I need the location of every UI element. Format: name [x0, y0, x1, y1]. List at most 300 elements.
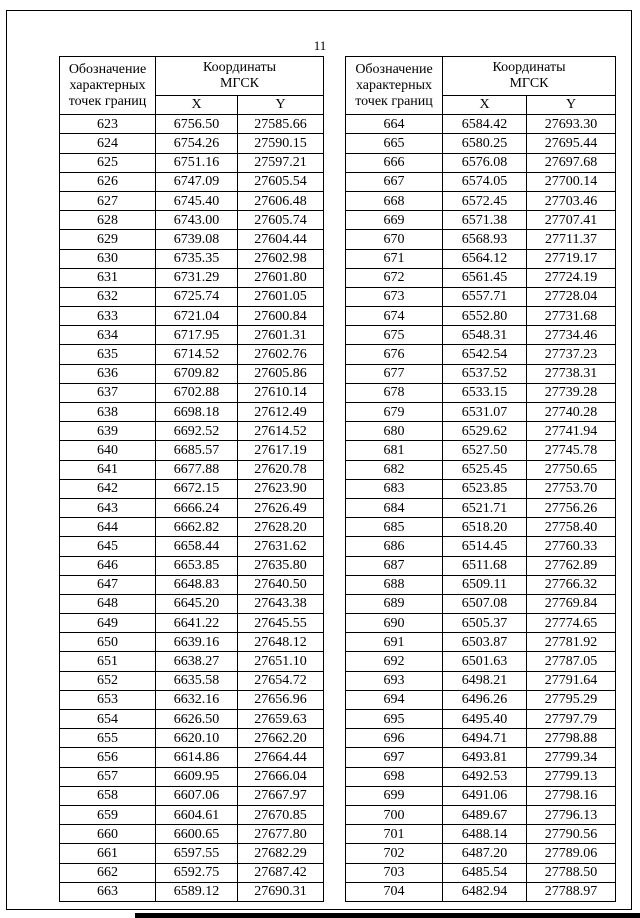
table-row	[346, 345, 616, 364]
x-coordinate-cell: 6576.08	[443, 153, 527, 172]
x-coordinate-cell: 6552.80	[443, 307, 527, 326]
x-coordinate-cell: 6531.07	[443, 403, 527, 422]
point-number-cell: 636	[60, 364, 156, 383]
y-coordinate-cell: 27739.28	[527, 383, 616, 402]
y-coordinate-cell: 27590.15	[238, 134, 324, 153]
y-coordinate-cell: 27612.49	[238, 403, 324, 422]
header-coordinates-line1: Координаты	[203, 60, 276, 75]
y-coordinate-cell: 27602.76	[238, 345, 324, 364]
point-number-cell: 673	[346, 287, 443, 306]
table-row	[346, 594, 616, 613]
table-row	[346, 748, 616, 767]
x-coordinate-cell: 6485.54	[443, 863, 527, 882]
y-coordinate-cell: 27640.50	[238, 575, 324, 594]
table-row	[346, 767, 616, 786]
y-coordinate-cell: 27659.63	[238, 710, 324, 729]
table-row	[346, 172, 616, 191]
y-coordinate-cell: 27606.48	[238, 191, 324, 210]
table-row	[60, 115, 324, 134]
x-coordinate-cell: 6641.22	[156, 614, 238, 633]
y-coordinate-cell: 27670.85	[238, 805, 324, 824]
point-number-cell: 643	[60, 498, 156, 517]
header-designation-line1: Обозначение	[355, 61, 433, 77]
table-body-left	[60, 115, 324, 902]
y-coordinate-cell: 27628.20	[238, 518, 324, 537]
table-row	[60, 575, 324, 594]
header-x: X	[156, 96, 238, 115]
table-row	[346, 287, 616, 306]
y-coordinate-cell: 27795.29	[527, 690, 616, 709]
table-row	[346, 729, 616, 748]
y-coordinate-cell: 27631.62	[238, 537, 324, 556]
header-y: Y	[238, 96, 324, 115]
x-coordinate-cell: 6584.42	[443, 115, 527, 134]
header-coordinates-line1: Координаты	[492, 60, 566, 75]
table-row	[60, 498, 324, 517]
header-designation-line2: характерных	[69, 77, 146, 93]
point-number-cell: 684	[346, 498, 443, 517]
y-coordinate-cell: 27604.44	[238, 230, 324, 249]
point-number-cell: 644	[60, 518, 156, 537]
point-number-cell: 687	[346, 556, 443, 575]
x-coordinate-cell: 6574.05	[443, 172, 527, 191]
y-coordinate-cell: 27601.05	[238, 287, 324, 306]
table-row	[346, 134, 616, 153]
point-number-cell: 692	[346, 652, 443, 671]
table-row	[346, 307, 616, 326]
point-number-cell: 625	[60, 153, 156, 172]
point-number-cell: 631	[60, 268, 156, 287]
header-coordinates	[443, 57, 616, 96]
table-row	[346, 211, 616, 230]
y-coordinate-cell: 27798.88	[527, 729, 616, 748]
table-row	[346, 882, 616, 901]
point-number-cell: 637	[60, 383, 156, 402]
header-designation-line1: Обозначение	[68, 61, 147, 77]
point-number-cell: 697	[346, 748, 443, 767]
x-coordinate-cell: 6639.16	[156, 633, 238, 652]
table-row	[60, 690, 324, 709]
point-number-cell: 627	[60, 191, 156, 210]
y-coordinate-cell: 27602.98	[238, 249, 324, 268]
point-number-cell: 698	[346, 767, 443, 786]
table-row	[60, 211, 324, 230]
y-coordinate-cell: 27687.42	[238, 863, 324, 882]
x-coordinate-cell: 6662.82	[156, 518, 238, 537]
x-coordinate-cell: 6648.83	[156, 575, 238, 594]
point-number-cell: 666	[346, 153, 443, 172]
point-number-cell: 659	[60, 805, 156, 824]
point-number-cell: 640	[60, 441, 156, 460]
point-number-cell: 703	[346, 863, 443, 882]
x-coordinate-cell: 6632.16	[156, 690, 238, 709]
y-coordinate-cell: 27738.31	[527, 364, 616, 383]
point-number-cell: 624	[60, 134, 156, 153]
point-number-cell: 630	[60, 249, 156, 268]
point-number-cell: 672	[346, 268, 443, 287]
x-coordinate-cell: 6607.06	[156, 786, 238, 805]
table-row	[346, 518, 616, 537]
y-coordinate-cell: 27651.10	[238, 652, 324, 671]
point-number-cell: 678	[346, 383, 443, 402]
point-number-cell: 626	[60, 172, 156, 191]
y-coordinate-cell: 27711.37	[527, 230, 616, 249]
table-row	[346, 403, 616, 422]
y-coordinate-cell: 27797.79	[527, 710, 616, 729]
header-designation-line3: точек границ	[68, 93, 147, 109]
y-coordinate-cell: 27781.92	[527, 633, 616, 652]
point-number-cell: 661	[60, 844, 156, 863]
x-coordinate-cell: 6498.21	[443, 671, 527, 690]
table-row	[346, 786, 616, 805]
table-row	[60, 882, 324, 901]
x-coordinate-cell: 6604.61	[156, 805, 238, 824]
table-row	[60, 441, 324, 460]
y-coordinate-cell: 27737.23	[527, 345, 616, 364]
point-number-cell: 641	[60, 460, 156, 479]
x-coordinate-cell: 6491.06	[443, 786, 527, 805]
y-coordinate-cell: 27597.21	[238, 153, 324, 172]
table-row	[60, 767, 324, 786]
x-coordinate-cell: 6609.95	[156, 767, 238, 786]
point-number-cell: 639	[60, 422, 156, 441]
point-number-cell: 702	[346, 844, 443, 863]
x-coordinate-cell: 6702.88	[156, 383, 238, 402]
coordinates-table-right	[345, 56, 616, 902]
y-coordinate-cell: 27788.50	[527, 863, 616, 882]
table-row	[346, 652, 616, 671]
point-number-cell: 689	[346, 594, 443, 613]
x-coordinate-cell: 6564.12	[443, 249, 527, 268]
y-coordinate-cell: 27664.44	[238, 748, 324, 767]
table-row	[346, 556, 616, 575]
header-designation-line3: точек границ	[355, 93, 433, 109]
y-coordinate-cell: 27787.05	[527, 652, 616, 671]
y-coordinate-cell: 27799.13	[527, 767, 616, 786]
table-row	[346, 326, 616, 345]
x-coordinate-cell: 6514.45	[443, 537, 527, 556]
y-coordinate-cell: 27654.72	[238, 671, 324, 690]
x-coordinate-cell: 6518.20	[443, 518, 527, 537]
table-row	[346, 249, 616, 268]
y-coordinate-cell: 27734.46	[527, 326, 616, 345]
point-number-cell: 696	[346, 729, 443, 748]
table-row	[346, 575, 616, 594]
x-coordinate-cell: 6677.88	[156, 460, 238, 479]
table-row	[346, 383, 616, 402]
y-coordinate-cell: 27623.90	[238, 479, 324, 498]
x-coordinate-cell: 6589.12	[156, 882, 238, 901]
point-number-cell: 668	[346, 191, 443, 210]
x-coordinate-cell: 6495.40	[443, 710, 527, 729]
point-number-cell: 634	[60, 326, 156, 345]
table-row	[60, 153, 324, 172]
y-coordinate-cell: 27626.49	[238, 498, 324, 517]
x-coordinate-cell: 6492.53	[443, 767, 527, 786]
y-coordinate-cell: 27601.80	[238, 268, 324, 287]
point-number-cell: 665	[346, 134, 443, 153]
point-number-cell: 635	[60, 345, 156, 364]
coordinates-table-left	[59, 56, 324, 902]
y-coordinate-cell: 27643.38	[238, 594, 324, 613]
point-number-cell: 674	[346, 307, 443, 326]
x-coordinate-cell: 6523.85	[443, 479, 527, 498]
point-number-cell: 683	[346, 479, 443, 498]
point-number-cell: 642	[60, 479, 156, 498]
table-row	[60, 537, 324, 556]
point-number-cell: 633	[60, 307, 156, 326]
y-coordinate-cell: 27791.64	[527, 671, 616, 690]
point-number-cell: 704	[346, 882, 443, 901]
point-number-cell: 695	[346, 710, 443, 729]
x-coordinate-cell: 6561.45	[443, 268, 527, 287]
y-coordinate-cell: 27740.28	[527, 403, 616, 422]
x-coordinate-cell: 6754.26	[156, 134, 238, 153]
x-coordinate-cell: 6739.08	[156, 230, 238, 249]
table-row	[346, 230, 616, 249]
point-number-cell: 649	[60, 614, 156, 633]
x-coordinate-cell: 6521.71	[443, 498, 527, 517]
x-coordinate-cell: 6572.45	[443, 191, 527, 210]
x-coordinate-cell: 6592.75	[156, 863, 238, 882]
point-number-cell: 645	[60, 537, 156, 556]
y-coordinate-cell: 27645.55	[238, 614, 324, 633]
table-row	[60, 172, 324, 191]
point-number-cell: 663	[60, 882, 156, 901]
x-coordinate-cell: 6537.52	[443, 364, 527, 383]
table-row	[346, 633, 616, 652]
table-row	[60, 518, 324, 537]
x-coordinate-cell: 6501.63	[443, 652, 527, 671]
y-coordinate-cell: 27677.80	[238, 825, 324, 844]
table-row	[60, 671, 324, 690]
table-row	[60, 383, 324, 402]
x-coordinate-cell: 6653.85	[156, 556, 238, 575]
point-number-cell: 679	[346, 403, 443, 422]
x-coordinate-cell: 6489.67	[443, 805, 527, 824]
table-row	[346, 614, 616, 633]
y-coordinate-cell: 27731.68	[527, 307, 616, 326]
x-coordinate-cell: 6505.37	[443, 614, 527, 633]
header-y: Y	[527, 96, 616, 115]
table-row	[60, 422, 324, 441]
point-number-cell: 638	[60, 403, 156, 422]
y-coordinate-cell: 27745.78	[527, 441, 616, 460]
table-row	[346, 671, 616, 690]
point-number-cell: 701	[346, 825, 443, 844]
table-row	[346, 191, 616, 210]
point-number-cell: 677	[346, 364, 443, 383]
x-coordinate-cell: 6725.74	[156, 287, 238, 306]
x-coordinate-cell: 6743.00	[156, 211, 238, 230]
x-coordinate-cell: 6635.58	[156, 671, 238, 690]
x-coordinate-cell: 6685.57	[156, 441, 238, 460]
x-coordinate-cell: 6488.14	[443, 825, 527, 844]
y-coordinate-cell: 27769.84	[527, 594, 616, 613]
table-row	[60, 287, 324, 306]
table-row	[60, 633, 324, 652]
table-row	[60, 134, 324, 153]
y-coordinate-cell: 27690.31	[238, 882, 324, 901]
x-coordinate-cell: 6698.18	[156, 403, 238, 422]
y-coordinate-cell: 27666.04	[238, 767, 324, 786]
point-number-cell: 686	[346, 537, 443, 556]
y-coordinate-cell: 27707.41	[527, 211, 616, 230]
y-coordinate-cell: 27601.31	[238, 326, 324, 345]
table-row	[346, 479, 616, 498]
point-number-cell: 688	[346, 575, 443, 594]
y-coordinate-cell: 27799.34	[527, 748, 616, 767]
table-row	[346, 863, 616, 882]
table-row	[60, 844, 324, 863]
point-number-cell: 654	[60, 710, 156, 729]
point-number-cell: 648	[60, 594, 156, 613]
point-number-cell: 652	[60, 671, 156, 690]
table-row	[60, 307, 324, 326]
x-coordinate-cell: 6747.09	[156, 172, 238, 191]
y-coordinate-cell: 27682.29	[238, 844, 324, 863]
table-row	[60, 460, 324, 479]
point-number-cell: 671	[346, 249, 443, 268]
table-row	[346, 844, 616, 863]
y-coordinate-cell: 27750.65	[527, 460, 616, 479]
x-coordinate-cell: 6533.15	[443, 383, 527, 402]
point-number-cell: 657	[60, 767, 156, 786]
table-row	[60, 364, 324, 383]
point-number-cell: 662	[60, 863, 156, 882]
header-coordinates-line2: МГСК	[219, 76, 260, 91]
table-row	[60, 786, 324, 805]
y-coordinate-cell: 27798.16	[527, 786, 616, 805]
y-coordinate-cell: 27774.65	[527, 614, 616, 633]
x-coordinate-cell: 6626.50	[156, 710, 238, 729]
y-coordinate-cell: 27662.20	[238, 729, 324, 748]
table-row	[60, 748, 324, 767]
table-row	[60, 863, 324, 882]
table-row	[60, 191, 324, 210]
x-coordinate-cell: 6666.24	[156, 498, 238, 517]
point-number-cell: 670	[346, 230, 443, 249]
point-number-cell: 691	[346, 633, 443, 652]
table-row	[60, 652, 324, 671]
point-number-cell: 681	[346, 441, 443, 460]
x-coordinate-cell: 6525.45	[443, 460, 527, 479]
point-number-cell: 656	[60, 748, 156, 767]
point-number-cell: 651	[60, 652, 156, 671]
table-row	[346, 364, 616, 383]
table-body-right	[346, 115, 616, 902]
x-coordinate-cell: 6568.93	[443, 230, 527, 249]
x-coordinate-cell: 6717.95	[156, 326, 238, 345]
y-coordinate-cell: 27790.56	[527, 825, 616, 844]
table-row	[60, 268, 324, 287]
y-coordinate-cell: 27605.86	[238, 364, 324, 383]
y-coordinate-cell: 27741.94	[527, 422, 616, 441]
x-coordinate-cell: 6482.94	[443, 882, 527, 901]
table-row	[346, 460, 616, 479]
point-number-cell: 655	[60, 729, 156, 748]
table-row	[60, 710, 324, 729]
x-coordinate-cell: 6620.10	[156, 729, 238, 748]
table-row	[60, 326, 324, 345]
table-row	[346, 268, 616, 287]
table-row	[346, 537, 616, 556]
x-coordinate-cell: 6756.50	[156, 115, 238, 134]
x-coordinate-cell: 6557.71	[443, 287, 527, 306]
point-number-cell: 660	[60, 825, 156, 844]
point-number-cell: 664	[346, 115, 443, 134]
x-coordinate-cell: 6658.44	[156, 537, 238, 556]
x-coordinate-cell: 6509.11	[443, 575, 527, 594]
x-coordinate-cell: 6548.31	[443, 326, 527, 345]
table-row	[60, 345, 324, 364]
x-coordinate-cell: 6731.29	[156, 268, 238, 287]
x-coordinate-cell: 6692.52	[156, 422, 238, 441]
x-coordinate-cell: 6721.04	[156, 307, 238, 326]
x-coordinate-cell: 6529.62	[443, 422, 527, 441]
x-coordinate-cell: 6511.68	[443, 556, 527, 575]
table-row	[60, 479, 324, 498]
y-coordinate-cell: 27605.74	[238, 211, 324, 230]
point-number-cell: 682	[346, 460, 443, 479]
x-coordinate-cell: 6494.71	[443, 729, 527, 748]
table-row	[346, 422, 616, 441]
x-coordinate-cell: 6745.40	[156, 191, 238, 210]
x-coordinate-cell: 6580.25	[443, 134, 527, 153]
point-number-cell: 699	[346, 786, 443, 805]
y-coordinate-cell: 27728.04	[527, 287, 616, 306]
x-coordinate-cell: 6527.50	[443, 441, 527, 460]
y-coordinate-cell: 27760.33	[527, 537, 616, 556]
point-number-cell: 628	[60, 211, 156, 230]
point-number-cell: 650	[60, 633, 156, 652]
x-coordinate-cell: 6507.08	[443, 594, 527, 613]
header-x: X	[443, 96, 527, 115]
x-coordinate-cell: 6714.52	[156, 345, 238, 364]
table-row	[346, 498, 616, 517]
table-row	[60, 805, 324, 824]
table-row	[60, 825, 324, 844]
table-row	[60, 249, 324, 268]
point-number-cell: 694	[346, 690, 443, 709]
x-coordinate-cell: 6614.86	[156, 748, 238, 767]
y-coordinate-cell: 27719.17	[527, 249, 616, 268]
x-coordinate-cell: 6597.55	[156, 844, 238, 863]
table-row	[60, 230, 324, 249]
point-number-cell: 676	[346, 345, 443, 364]
y-coordinate-cell: 27758.40	[527, 518, 616, 537]
y-coordinate-cell: 27700.14	[527, 172, 616, 191]
y-coordinate-cell: 27614.52	[238, 422, 324, 441]
y-coordinate-cell: 27693.30	[527, 115, 616, 134]
point-number-cell: 700	[346, 805, 443, 824]
table-row	[346, 825, 616, 844]
point-number-cell: 646	[60, 556, 156, 575]
y-coordinate-cell: 27703.46	[527, 191, 616, 210]
table-row	[346, 115, 616, 134]
header-coordinates	[156, 57, 324, 96]
y-coordinate-cell: 27788.97	[527, 882, 616, 901]
point-number-cell: 669	[346, 211, 443, 230]
y-coordinate-cell: 27617.19	[238, 441, 324, 460]
x-coordinate-cell: 6645.20	[156, 594, 238, 613]
header-designation	[60, 57, 156, 115]
point-number-cell: 632	[60, 287, 156, 306]
table-row	[346, 441, 616, 460]
y-coordinate-cell: 27600.84	[238, 307, 324, 326]
header-coordinates-line2: МГСК	[509, 76, 549, 91]
x-coordinate-cell: 6600.65	[156, 825, 238, 844]
